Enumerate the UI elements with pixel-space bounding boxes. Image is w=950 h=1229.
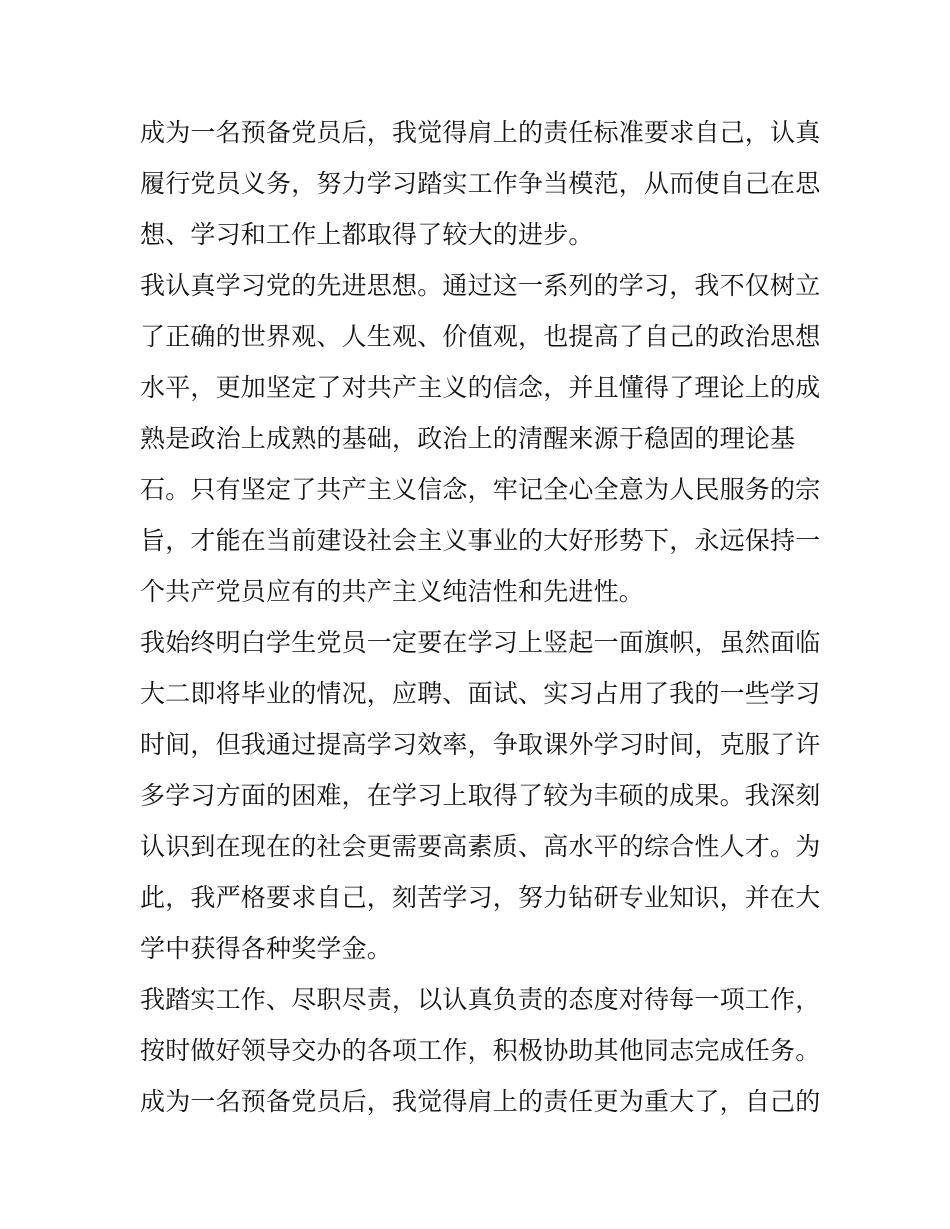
text-line-9: 旨，才能在当前建设社会主义事业的大好形势下，永远保持一 (140, 526, 821, 555)
text-line-4: 我认真学习党的先进思想。通过这一系列的学习，我不仅树立 (140, 271, 821, 300)
text-line-1: 成为一名预备党员后，我觉得肩上的责任标准要求自己，认真 (140, 118, 821, 147)
text-line-2: 履行党员义务，努力学习踏实工作争当模范，从而使自己在思 (140, 169, 821, 198)
document-body (140, 107, 821, 1127)
text-line-19: 按时做好领导交办的各项工作，积极协助其他同志完成任务。 (140, 1036, 821, 1065)
text-line-16: 此，我严格要求自己，刻苦学习，努力钻研专业知识，并在大 (140, 883, 821, 912)
text-line-6: 水平，更加坚定了对共产主义的信念，并且懂得了理论上的成 (140, 373, 821, 402)
text-line-7: 熟是政治上成熟的基础，政治上的清醒来源于稳固的理论基 (140, 424, 796, 453)
text-line-14: 多学习方面的困难，在学习上取得了较为丰硕的成果。我深刻 (140, 781, 821, 810)
text-line-5: 了正确的世界观、人生观、价值观，也提高了自己的政治思想 (140, 322, 821, 351)
text-line-12: 大二即将毕业的情况，应聘、面试、实习占用了我的一些学习 (140, 679, 821, 708)
text-line-8: 石。只有坚定了共产主义信念，牢记全心全意为人民服务的宗 (140, 475, 821, 504)
text-line-3: 想、学习和工作上都取得了较大的进步。 (140, 220, 594, 249)
text-line-18: 我踏实工作、尽职尽责，以认真负责的态度对待每一项工作， (140, 985, 821, 1014)
text-line-13: 时间，但我通过提高学习效率，争取课外学习时间，克服了许 (140, 730, 821, 759)
text-line-11: 我始终明白学生党员一定要在学习上竖起一面旗帜，虽然面临 (140, 628, 821, 657)
text-line-15: 认识到在现在的社会更需要高素质、高水平的综合性人才。为 (140, 832, 821, 861)
text-line-20: 成为一名预备党员后，我觉得肩上的责任更为重大了，自己的 (140, 1087, 821, 1116)
text-line-17: 学中获得各种奖学金。 (140, 934, 393, 963)
text-line-10: 个共产党员应有的共产主义纯洁性和先进性。 (140, 577, 645, 606)
